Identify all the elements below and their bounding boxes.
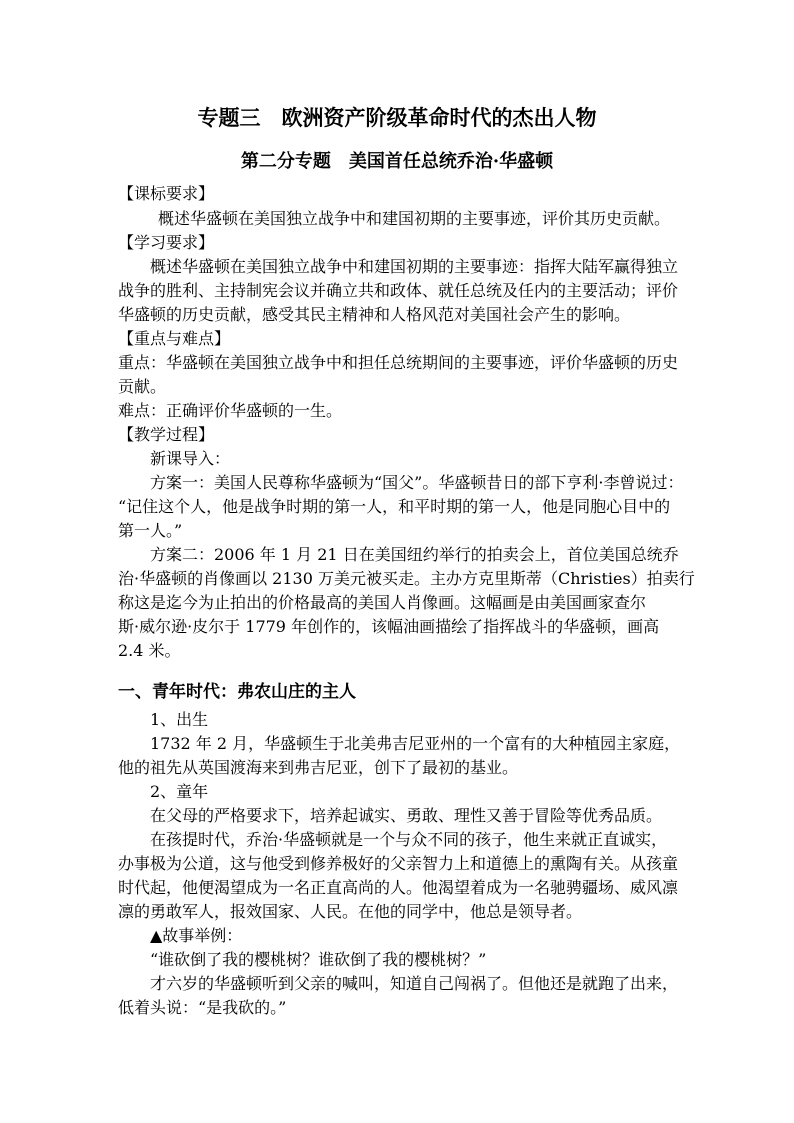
paragraph-line: 称这是迄今为止拍出的价格最高的美国人肖像画。这幅画是由美国画家查尔 [118, 593, 647, 612]
section-heading-learning: 【学习要求】 [118, 233, 215, 252]
paragraph-line: 低着头说：“是我砍的。” [118, 998, 287, 1017]
paragraph-line: 战争的胜利、主持制宪会议并确立共和政体、就任总统及任内的主要活动；评价 [118, 281, 679, 300]
paragraph-line: “记住这个人，他是战争时期的第一人，和平时期的第一人，他是同胞心目中的 [118, 497, 671, 516]
paragraph-line: 在孩提时代，乔治·华盛顿就是一个与众不同的孩子，他生来就正直诚实， [150, 830, 668, 849]
paragraph-line: 方案一：美国人民尊称华盛顿为“国父”。华盛顿昔日的部下亨利·李曾说过： [150, 473, 684, 492]
paragraph-line: 方案二：2006 年 1 月 21 日在美国纽约举行的拍卖会上，首位美国总统乔 [150, 545, 679, 564]
paragraph-line: 在父母的严格要求下，培养起诚实、勇敢、理性又善于冒险等优秀品质。 [150, 806, 663, 825]
document-subtitle: 第二分专题 美国首任总统乔治·华盛顿 [240, 151, 554, 172]
paragraph-line: 贡献。 [118, 377, 167, 396]
paragraph-line: 新课导入： [150, 449, 231, 468]
section-heading-key-points: 【重点与难点】 [118, 329, 231, 348]
paragraph-line: 他的祖先从英国渡海来到弗吉尼亚，创下了最初的基业。 [118, 758, 519, 777]
section-heading-youth: 一、青年时代：弗农山庄的主人 [118, 682, 356, 702]
paragraph-line: 时代起，他便渴望成为一名正直高尚的人。他渴望着成为一名驰骋疆场、威风凛 [118, 878, 679, 897]
paragraph-line: “谁砍倒了我的樱桃树？谁砍倒了我的樱桃树？” [150, 950, 487, 969]
paragraph-line: ▲故事举例： [150, 926, 243, 945]
section-heading-curriculum: 【课标要求】 [118, 184, 215, 203]
section-heading-process: 【教学过程】 [118, 425, 215, 444]
paragraph-line: 华盛顿的历史贡献，感受其民主精神和人格风范对美国社会产生的影响。 [118, 305, 631, 324]
paragraph-line: 治·华盛顿的肖像画以 2130 万美元被买走。主办方克里斯蒂（Christies）拍卖行 [118, 569, 695, 588]
document-title: 专题三 欧洲资产阶级革命时代的杰出人物 [197, 105, 597, 130]
paragraph-line: 1732 年 2 月，华盛顿生于北美弗吉尼亚州的一个富有的大种植园主家庭， [150, 734, 681, 753]
paragraph-line: 1、出生 [150, 710, 209, 729]
paragraph-line: 2.4 米。 [118, 641, 181, 660]
paragraph-line: 才六岁的华盛顿听到父亲的喊叫，知道自己闯祸了。但他还是就跑了出来， [150, 974, 679, 993]
paragraph-line: 第一人。” [118, 521, 183, 540]
paragraph-line: 斯·威尔逊·皮尔于 1779 年创作的，该幅油画描绘了指挥战斗的华盛顿，画高 [118, 617, 660, 636]
paragraph-line: 凛的勇敢军人，报效国家、人民。在他的同学中，他总是领导者。 [118, 902, 583, 921]
paragraph-line: 概述华盛顿在美国独立战争中和建国初期的主要事迹，评价其历史贡献。 [158, 209, 671, 228]
paragraph-line: 办事极为公道，这与他受到修养极好的父亲智力上和道德上的熏陶有关。从孩童 [118, 854, 679, 873]
paragraph-line: 重点：华盛顿在美国独立战争中和担任总统期间的主要事迹，评价华盛顿的历史 [118, 353, 679, 372]
paragraph-line: 难点：正确评价华盛顿的一生。 [118, 401, 343, 420]
paragraph-line: 2、童年 [150, 782, 209, 801]
paragraph-line: 概述华盛顿在美国独立战争中和建国初期的主要事迹：指挥大陆军赢得独立 [150, 257, 679, 276]
